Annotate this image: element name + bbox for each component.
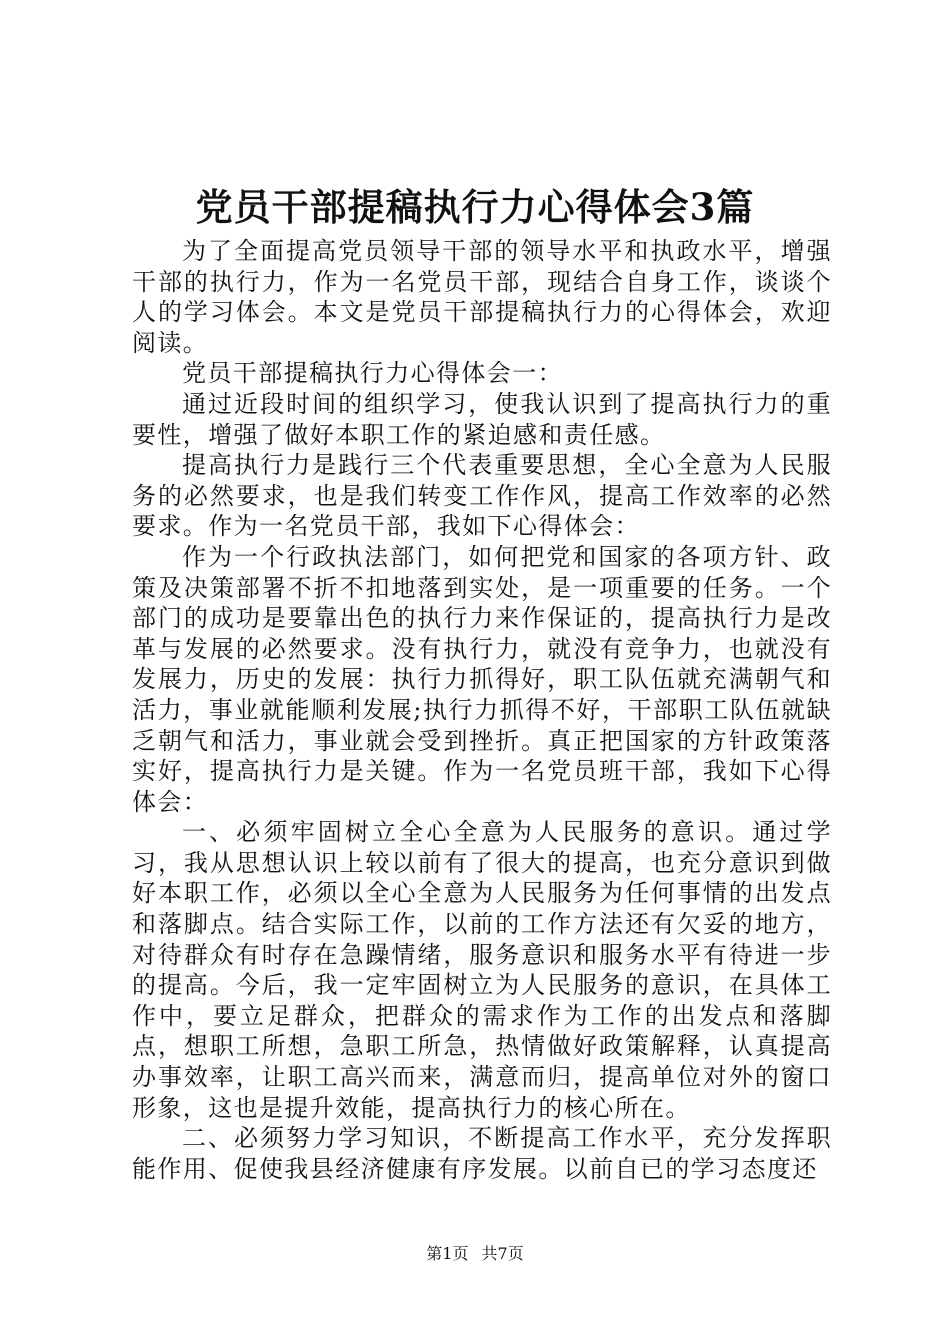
paragraph: 作为一个行政执法部门，如何把党和国家的各项方针、政策及决策部署不折不扣地落到实处，是一项重要的任务。一个部门的成功是要靠出色的执行力来作保证的，提高执行力是改革与发展的必然要求。没有执行力，就没有竞争力，也就没有发展力，历史的发展：执行力抓得好，职工队伍就充满朝气和活力，事业就能顺利发展;执行力抓得不好，干部职工队伍就缺乏朝气和活力，事业就会受到挫折。真正把国家的方针政策落实好，提高执行力是关键。作为一名党员班干部，我如下心得体会： bbox=[132, 542, 832, 816]
paragraph-section-heading: 党员干部提稿执行力心得体会一： bbox=[182, 359, 563, 388]
paragraph-intro: 为了全面提高党员领导干部的领导水平和执政水平，增强干部的执行力，作为一名党员干部，现结合自身工作，谈谈个人的学习体会。本文是党员干部提稿执行力的心得体会，欢迎阅读。 bbox=[132, 237, 832, 357]
paragraph-point-one: 一、必须牢固树立全心全意为人民服务的意识。通过学习，我从思想认识上较以前有了很大的提高，也充分意识到做好本职工作，必须以全心全意为人民服务为任何事情的出发点和落脚点。结合实际工作，以前的工作方法还有欠妥的地方，对待群众有时存在急躁情绪，服务意识和服务水平有待进一步的提高。今后，我一定牢固树立为人民服务的意识，在具体工作中，要立足群众，把群众的需求作为工作的出发点和落脚点，想职工所想，急职工所急，热情做好政策解释，认真提高办事效率，让职工高兴而来，满意而归，提高单位对外的窗口形象，这也是提升效能，提高执行力的核心所在。 bbox=[132, 818, 832, 1122]
page-title: 党员干部提稿执行力心得体会3篇 bbox=[195, 185, 755, 229]
document-body bbox=[132, 236, 832, 1184]
paragraph-point-two: 二、必须努力学习知识，不断提高工作水平，充分发挥职能作用、促使我县经济健康有序发展。以前自已的学习态度还 bbox=[132, 1124, 832, 1183]
paragraph: 提高执行力是践行三个代表重要思想，全心全意为人民服务的必然要求，也是我们转变工作作风，提高工作效率的必然要求。作为一名党员干部，我如下心得体会： bbox=[132, 451, 832, 541]
page-total: 共7页 bbox=[481, 1244, 524, 1263]
page-footer bbox=[0, 1244, 950, 1264]
paragraph: 通过近段时间的组织学习，使我认识到了提高执行力的重要性，增强了做好本职工作的紧迫感和责任感。 bbox=[132, 389, 832, 449]
page-number: 第1页 bbox=[426, 1244, 469, 1263]
